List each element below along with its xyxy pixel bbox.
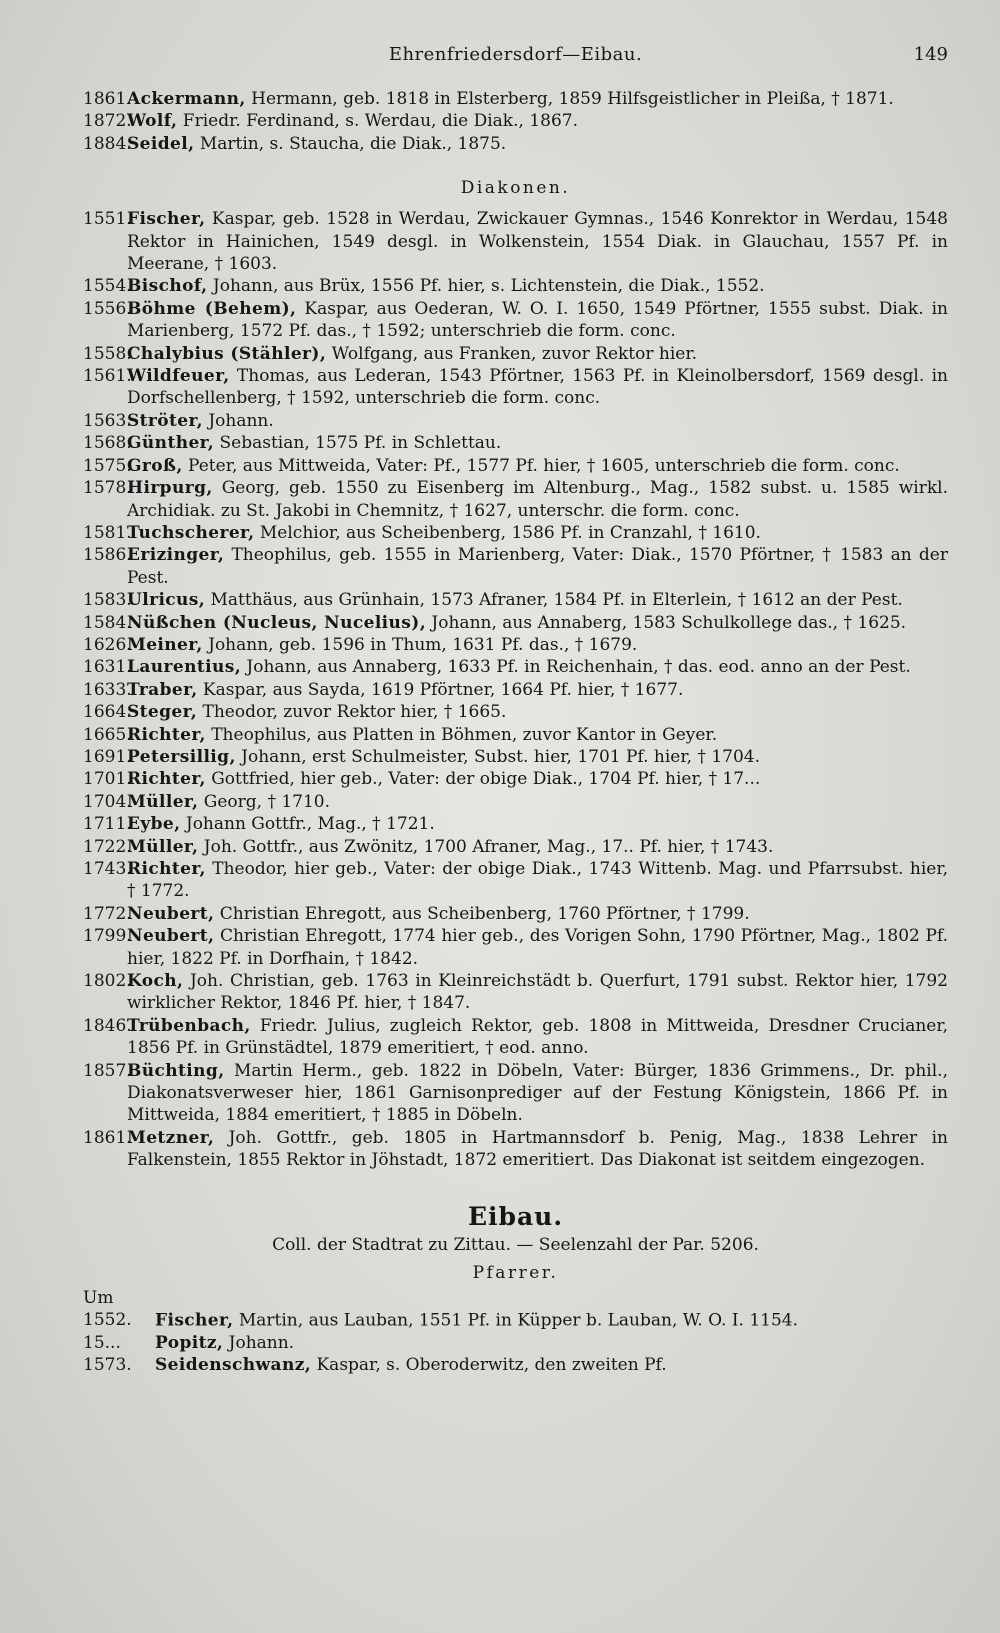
entry-name: Müller, bbox=[127, 836, 199, 857]
entry-year: 1558. bbox=[83, 343, 132, 364]
list-item bbox=[83, 612, 948, 634]
entry-year: 1573. bbox=[83, 1354, 132, 1375]
entry-name: Traber, bbox=[127, 679, 198, 700]
entry-text: Friedr. Julius, zugleich Rektor, geb. 1808 in Mittweida, Dresdner Crucianer, 1856 Pf. in Grünstädtel, 1879 emeritiert, † eod. anno. bbox=[127, 1015, 948, 1059]
list-item bbox=[83, 724, 948, 746]
entry-name: Neubert, bbox=[127, 926, 215, 947]
list-item bbox=[83, 432, 948, 454]
entry-name: Ulricus, bbox=[127, 590, 206, 611]
running-head: Ehrenfriedersdorf—Eibau. bbox=[388, 44, 643, 65]
entry-year: 1861. bbox=[83, 1127, 132, 1148]
list-item bbox=[83, 768, 948, 790]
entry-text: Theodor, hier geb., Vater: der obige Diak., 1743 Wittenb. Mag. und Pfarrsubst. hier, † 1772. bbox=[127, 859, 948, 902]
entry-text: Johann, aus Annaberg, 1633 Pf. in Reichenhain, † das. eod. anno an der Pest. bbox=[241, 657, 911, 678]
list-item bbox=[83, 208, 948, 275]
entry-text: Johann, geb. 1596 in Thum, 1631 Pf. das., † 1679. bbox=[202, 634, 638, 655]
list-item bbox=[83, 813, 948, 835]
entry-name: Meiner, bbox=[127, 634, 203, 655]
entry-name: Böhme (Behem), bbox=[127, 298, 297, 319]
list-item bbox=[83, 836, 948, 858]
entry-name: Chalybius (Stähler), bbox=[127, 343, 327, 364]
entry-year: 1846. bbox=[83, 1015, 132, 1036]
entry-text: Joh. Gottfr., geb. 1805 in Hartmannsdorf b. Penig, Mag., 1838 Lehrer in Falkenstein, 1855 Rektor in Jöhstadt, 1872 emeritiert. Das Diakonat ist seitdem eingezogen. bbox=[127, 1127, 948, 1171]
entry-text: Theophilus, geb. 1555 in Marienberg, Vater: Diak., 1570 Pförtner, † 1583 an der Pest. bbox=[127, 545, 948, 588]
list-item bbox=[83, 656, 948, 678]
list-item bbox=[83, 133, 948, 155]
entry-year: 1563. bbox=[83, 410, 132, 431]
section-title-pfarrer: Pfarrer. bbox=[472, 1262, 559, 1283]
entry-year: 1701. bbox=[83, 769, 132, 790]
entry-text: Kaspar, s. Oberoderwitz, den zweiten Pf. bbox=[311, 1354, 667, 1375]
entry-name: Neubert, bbox=[127, 903, 215, 924]
entry-year: 1575. bbox=[83, 455, 132, 476]
entry-name: Büchting, bbox=[127, 1060, 225, 1081]
list-item bbox=[83, 746, 948, 768]
list-item bbox=[83, 88, 948, 110]
list-item bbox=[83, 634, 948, 656]
entry-name: Richter, bbox=[127, 724, 206, 745]
entry-name: Petersillig, bbox=[127, 746, 236, 767]
entry-year: 1799. bbox=[83, 926, 132, 947]
list-item bbox=[83, 410, 948, 432]
list-item bbox=[83, 1332, 948, 1354]
list-item bbox=[83, 1354, 948, 1376]
entry-text: Hermann, geb. 1818 in Elsterberg, 1859 Hilfsgeistlicher in Pleißa, † 1871. bbox=[245, 89, 894, 109]
entry-year: 1857. bbox=[83, 1060, 132, 1081]
entry-year: 1568. bbox=[83, 433, 132, 454]
list-item bbox=[83, 275, 948, 297]
entry-text: Joh. Gottfr., aus Zwönitz, 1700 Afraner, Mag., 17.. Pf. hier, † 1743. bbox=[198, 836, 774, 857]
eibau-pfarrer-list bbox=[83, 1287, 948, 1377]
entry-text: Melchior, aus Scheibenberg, 1586 Pf. in Cranzahl, † 1610. bbox=[254, 522, 761, 543]
entry-name: Laurentius, bbox=[127, 657, 242, 678]
entry-name: Popitz, bbox=[155, 1332, 224, 1353]
collator-line: Coll. der Stadtrat zu Zittau. — Seelenzahl der Par. 5206. bbox=[272, 1234, 759, 1255]
list-item bbox=[83, 110, 948, 132]
entry-year: 1583. bbox=[83, 590, 132, 611]
entry-name: Metzner, bbox=[127, 1127, 215, 1148]
entry-text: Theophilus, aus Platten in Böhmen, zuvor Kantor in Geyer. bbox=[205, 724, 718, 745]
section-title-diakonen: Diakonen. bbox=[460, 178, 571, 199]
entry-year: 1861. bbox=[83, 89, 132, 109]
entry-name: Richter, bbox=[127, 859, 206, 879]
entry-year: 1664. bbox=[83, 702, 132, 723]
entry-year: 1722. bbox=[83, 836, 132, 857]
place-title-eibau: Eibau. bbox=[467, 1201, 564, 1231]
list-item bbox=[83, 477, 948, 522]
entry-text: Kaspar, geb. 1528 in Werdau, Zwickauer Gymnas., 1546 Konrektor in Werdau, 1548 Rektor in Hainichen, 1549 desgl. in Wolkenstein, 1554 Diak. in Glauchau, 1557 Pf. in Meerane, † 1603. bbox=[127, 209, 948, 275]
entry-text: Matthäus, aus Grünhain, 1573 Afraner, 1584 Pf. in Elterlein, † 1612 an der Pest. bbox=[205, 590, 903, 611]
entry-text: Georg, geb. 1550 zu Eisenberg im Altenburg., Mag., 1582 subst. u. 1585 wirkl. Archidiak. zu St. Jakobi in Chemnitz, † 1627, unterschr. die form. conc. bbox=[127, 478, 948, 521]
list-item bbox=[83, 365, 948, 410]
entry-name: Seidel, bbox=[127, 133, 195, 154]
entry-year: 1551. bbox=[83, 209, 132, 230]
entry-text: Martin, aus Lauban, 1551 Pf. in Küpper b. Lauban, W. O. I. 1154. bbox=[233, 1310, 799, 1331]
entry-year: 1802. bbox=[83, 971, 132, 992]
entry-year: 1556. bbox=[83, 298, 132, 319]
entry-name: Ackermann, bbox=[127, 89, 246, 109]
page-number: 149 bbox=[913, 44, 948, 65]
entry-name: Richter, bbox=[127, 769, 206, 790]
entry-name: Groß, bbox=[127, 455, 183, 476]
entry-text: Gottfried, hier geb., Vater: der obige Diak., 1704 Pf. hier, † 17... bbox=[205, 769, 761, 790]
entry-year: 1631. bbox=[83, 657, 132, 678]
entry-year: 1711. bbox=[83, 814, 132, 835]
entry-year: 1561. bbox=[83, 366, 132, 387]
entry-text: Kaspar, aus Oederan, W. O. I. 1650, 1549 Pförtner, 1555 subst. Diak. in Marienberg, 1572 Pf. das., † 1592; unterschrieb die form. conc. bbox=[127, 298, 948, 342]
entry-name: Koch, bbox=[127, 971, 184, 992]
list-item bbox=[83, 858, 948, 903]
entry-year: 1626. bbox=[83, 634, 132, 655]
entry-name: Erizinger, bbox=[127, 545, 225, 566]
list-item bbox=[83, 343, 948, 365]
entry-text: Wolfgang, aus Franken, zuvor Rektor hier. bbox=[326, 343, 698, 364]
entry-name: Hirpurg, bbox=[127, 478, 213, 499]
entry-text: Thomas, aus Lederan, 1543 Pförtner, 1563 Pf. in Kleinolbersdorf, 1569 desgl. in Dorfschellenberg, † 1592, unterschrieb die form. conc. bbox=[127, 366, 948, 409]
entry-name: Bischof, bbox=[127, 276, 208, 297]
list-item bbox=[83, 544, 948, 589]
entry-text: Johann, erst Schulmeister, Subst. hier, 1701 Pf. hier, † 1704. bbox=[235, 746, 761, 767]
entry-year: 1584. bbox=[83, 612, 132, 633]
entry-name: Fischer, bbox=[127, 209, 206, 230]
entry-name: Steger, bbox=[127, 702, 198, 723]
entry-year: 1743. bbox=[83, 859, 132, 879]
list-item bbox=[83, 1127, 948, 1172]
list-item bbox=[83, 298, 948, 343]
list-item bbox=[83, 679, 948, 701]
entry-text: Johann. bbox=[223, 1332, 295, 1353]
list-item bbox=[83, 970, 948, 1015]
entry-text: Georg, † 1710. bbox=[198, 791, 331, 812]
entry-name: Wildfeuer, bbox=[127, 366, 230, 387]
entry-text: Peter, aus Mittweida, Vater: Pf., 1577 Pf. hier, † 1605, unterschrieb die form. conc. bbox=[182, 455, 900, 476]
entry-year: Um 1552. bbox=[83, 1287, 132, 1331]
page-header bbox=[83, 44, 948, 88]
entry-year: 1704. bbox=[83, 791, 132, 812]
entry-name: Günther, bbox=[127, 433, 215, 454]
entry-year: 1884. bbox=[83, 133, 132, 154]
entry-text: Martin, s. Stauchа, die Diak., 1875. bbox=[194, 133, 507, 154]
entry-text: Christian Ehregott, aus Scheibenberg, 1760 Pförtner, † 1799. bbox=[214, 903, 750, 924]
pfarrer-continued-list bbox=[83, 88, 948, 155]
entry-text: Kaspar, aus Sayda, 1619 Pförtner, 1664 Pf. hier, † 1677. bbox=[197, 679, 684, 700]
entry-text: Johann Gottfr., Mag., † 1721. bbox=[180, 814, 435, 835]
entry-year: 1586. bbox=[83, 545, 132, 566]
entry-text: Johann, aus Brüx, 1556 Pf. hier, s. Lichtenstein, die Diak., 1552. bbox=[207, 276, 765, 297]
list-item bbox=[83, 522, 948, 544]
list-item bbox=[83, 1015, 948, 1060]
entry-name: Nüßchen (Nucleus, Nucelius), bbox=[127, 612, 427, 633]
list-item bbox=[83, 903, 948, 925]
entry-year: 15... bbox=[83, 1332, 121, 1353]
entry-text: Johann. bbox=[202, 410, 274, 431]
entry-year: 1578. bbox=[83, 478, 132, 499]
entry-name: Wolf, bbox=[127, 111, 178, 132]
entry-text: Sebastian, 1575 Pf. in Schlettau. bbox=[214, 433, 502, 454]
entry-year: 1872. bbox=[83, 111, 132, 132]
entry-text: Johann, aus Annaberg, 1583 Schulkollege das., † 1625. bbox=[426, 612, 907, 633]
diakonen-list bbox=[83, 208, 948, 1171]
entry-text: Joh. Christian, geb. 1763 in Kleinreichstädt b. Querfurt, 1791 subst. Rektor hier, 1792 wirklicher Rektor, 1846 Pf. hier, † 1847. bbox=[127, 971, 948, 1014]
entry-year: 1772. bbox=[83, 903, 132, 924]
entry-name: Trübenbach, bbox=[127, 1015, 251, 1036]
list-item bbox=[83, 1060, 948, 1127]
list-item bbox=[83, 925, 948, 970]
list-item bbox=[83, 1287, 948, 1332]
entry-name: Seidenschwanz, bbox=[155, 1354, 312, 1375]
list-item bbox=[83, 701, 948, 723]
entry-name: Tuchscherer, bbox=[127, 522, 255, 543]
list-item bbox=[83, 455, 948, 477]
entry-text: Martin Herm., geb. 1822 in Döbeln, Vater: Bürger, 1836 Grimmens., Dr. phil., Diakonatsverweser hier, 1861 Garnisonprediger auf der Festung Königstein, 1866 Pf. in Mittweida, 1884 emeritiert, † 1885 in Döbeln. bbox=[127, 1060, 948, 1126]
entry-year: 1633. bbox=[83, 679, 132, 700]
entry-year: 1665. bbox=[83, 724, 132, 745]
entry-name: Ströter, bbox=[127, 410, 203, 431]
list-item bbox=[83, 791, 948, 813]
entry-year: 1554. bbox=[83, 276, 132, 297]
list-item bbox=[83, 589, 948, 611]
entry-year: 1581. bbox=[83, 522, 132, 543]
entry-text: Christian Ehregott, 1774 hier geb., des Vorigen Sohn, 1790 Pförtner, Mag., 1802 Pf. hier, 1822 Pf. in Dorfhain, † 1842. bbox=[127, 926, 948, 969]
entry-name: Fischer, bbox=[155, 1310, 234, 1331]
entry-year: 1691. bbox=[83, 746, 132, 767]
entry-text: Theodor, zuvor Rektor hier, † 1665. bbox=[197, 702, 507, 723]
entry-name: Eybe, bbox=[127, 814, 181, 835]
entry-name: Müller, bbox=[127, 791, 199, 812]
entry-text: Friedr. Ferdinand, s. Werdau, die Diak., 1867. bbox=[177, 111, 578, 132]
